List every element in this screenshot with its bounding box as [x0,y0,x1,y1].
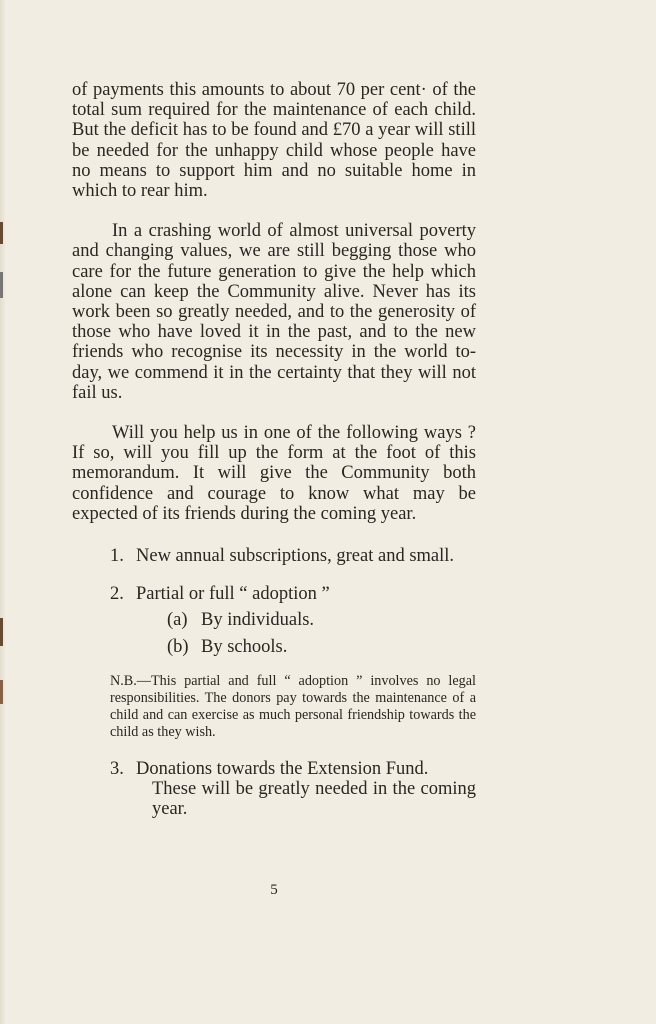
sub-text: By individuals. [201,610,315,631]
binding-mark [0,222,3,244]
sub-item-a [167,610,476,630]
list-text: Partial or full “ adoption ” [136,584,330,605]
paragraph-3: Will you help us in one of the following ways ? If so, will you fill up the form at the foot of this memorandum. It will give the Community both confidence and courage to know what may be expected of its friends during the coming year. [72,423,476,524]
list-item-3 [110,759,476,779]
list-text-continuation: These will be greatly needed in the coming year. [152,779,476,820]
list-text: Donations towards the Extension Fund. [136,758,429,779]
sub-letter: (a) [167,610,188,631]
body-text [72,80,476,819]
list-number: 1. [110,546,124,567]
list-number: 3. [110,758,124,779]
list-text: New annual subscriptions, great and small. [136,546,455,567]
list-item-2 [110,584,476,604]
binding-mark [0,618,3,646]
nota-bene: N.B.—This partial and full “ adoption ” involves no legal responsibilities. The donors pay towards the maintenance of a child and can exercise as much personal friendship towards the child as they wish. [110,672,476,740]
sub-text: By schools. [201,636,288,657]
sub-letter: (b) [167,636,189,657]
page-edge [0,0,6,1024]
page-number: 5 [270,882,278,898]
list-number: 2. [110,584,124,605]
binding-mark [0,680,3,704]
sub-item-b [167,637,476,657]
paragraph-2: In a crashing world of almost universal poverty and changing values, we are still begging those who care for the future generation to give the help which alone can keep the Community alive. Never has its work been so greatly needed, and to the generosity of those who have loved it in the past, and to the new friends who recognise its necessity in the world to-day, we commend it in the certainty that they will not fail us. [72,221,476,403]
binding-mark [0,272,3,298]
paragraph-1: of payments this amounts to about 70 per cent· of the total sum required for the maintenance of each child. But the deficit has to be found and £70 a year will still be needed for the unhappy child whose people have no means to support him and no suitable home in which to rear him. [72,80,476,202]
list-item-1 [110,546,476,566]
